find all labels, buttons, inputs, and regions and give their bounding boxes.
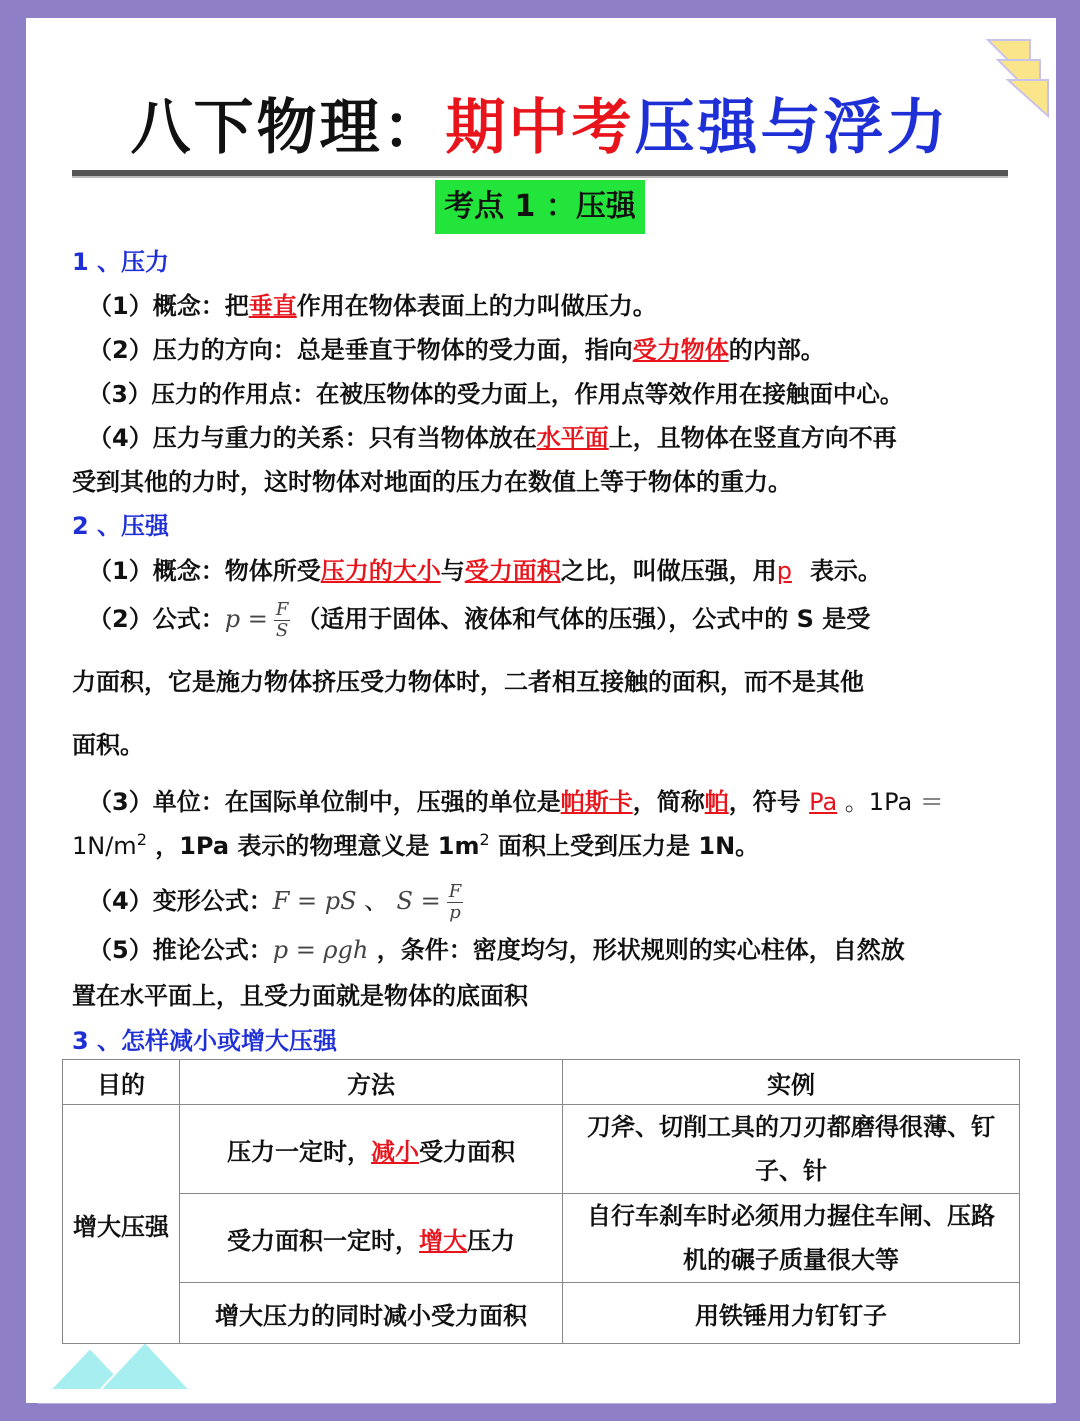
text: ，简称 <box>632 788 705 816</box>
s2-line-8 <box>88 934 905 966</box>
pressure-methods-table <box>62 1059 1020 1344</box>
text: 刀斧、切削工具的刀刃都磨得很薄、钉 <box>587 1113 995 1141</box>
key-term: 帕 <box>704 788 729 816</box>
text: 的内部。 <box>728 336 825 364</box>
key-term: 增大 <box>419 1226 467 1255</box>
cell-method <box>180 1194 563 1283</box>
key-term: 垂直 <box>248 292 297 320</box>
denominator: S <box>275 619 289 641</box>
text: （1）概念：把 <box>88 292 249 320</box>
fraction-f-over-p <box>447 882 464 923</box>
table-row <box>63 1283 1020 1344</box>
text: 面积上受到压力是 1N。 <box>489 832 760 860</box>
text: 表示。 <box>809 557 882 585</box>
text: 上，且物体在竖直方向不再 <box>608 424 897 452</box>
s2-line-3: 力面积，它是施力物体挤压受力物体时，二者相互接触的面积，而不是其他 <box>72 668 864 696</box>
text: 压力 <box>467 1226 515 1255</box>
key-term: 压力的大小 <box>320 557 441 585</box>
s1-line-5: 受到其他的力时，这时物体对地面的压力在数值上等于物体的重力。 <box>72 468 792 496</box>
table-header-row <box>63 1060 1020 1105</box>
superscript: 2 <box>136 830 147 849</box>
title-exam: 期中考 <box>445 93 635 163</box>
table-row <box>63 1105 1020 1194</box>
header-method: 方法 <box>180 1060 563 1105</box>
text: （4）压力与重力的关系：只有当物体放在 <box>88 424 537 452</box>
table-row <box>63 1194 1020 1283</box>
numerator: F <box>448 880 462 902</box>
cell-method <box>180 1105 563 1194</box>
text: 受力面积一定时， <box>227 1226 419 1255</box>
cell-purpose: 增大压强 <box>63 1105 180 1344</box>
text: 1N/m <box>72 832 137 860</box>
text: ，1Pa 表示的物理意义是 1m <box>146 832 480 860</box>
s1-line-1 <box>88 290 657 322</box>
cell-example <box>563 1194 1020 1283</box>
text: ，符号 <box>728 788 810 816</box>
separator: 、 <box>356 887 389 915</box>
text: 。1Pa ＝ <box>837 788 944 816</box>
key-term: 受力物体 <box>632 336 729 364</box>
formula-rho-g-h: p = ρgh <box>272 936 369 964</box>
text: 子、针 <box>755 1157 827 1185</box>
title-subject: 八下物理： <box>130 93 446 163</box>
s2-line-4: 面积。 <box>72 731 144 759</box>
formula-s: S = <box>396 887 441 915</box>
title-topic: 压强与浮力 <box>634 93 950 163</box>
s2-line-2 <box>88 596 870 642</box>
s1-line-3: （3）压力的作用点：在被压物体的受力面上，作用点等效作用在接触面中心。 <box>88 380 904 408</box>
text: ，条件：密度均匀，形状规则的实心柱体，自然放 <box>368 936 905 964</box>
section-badge: 考点 1 ：压强 <box>435 180 645 234</box>
s1-line-2 <box>88 334 825 366</box>
text: 自行车刹车时必须用力握住车闸、压路 <box>587 1202 995 1230</box>
denominator: p <box>449 901 461 923</box>
key-term: 减小 <box>371 1137 419 1166</box>
text: 受力面积 <box>419 1137 515 1166</box>
symbol-p: p <box>776 557 792 585</box>
s2-line-7 <box>88 876 469 926</box>
key-term: 受力面积 <box>464 557 561 585</box>
text: （1）概念：物体所受 <box>88 557 321 585</box>
text: （适用于固体、液体和气体的压强），公式中的 S 是受 <box>296 605 871 633</box>
formula-f: F = pS <box>272 887 357 915</box>
cell-example <box>563 1105 1020 1194</box>
s2-line-1 <box>88 555 882 587</box>
heading-change-pressure: 3 、怎样减小或增大压强 <box>72 1027 338 1055</box>
header-purpose: 目的 <box>63 1060 180 1105</box>
key-term: 水平面 <box>536 424 609 452</box>
text: （2）压力的方向：总是垂直于物体的受力面，指向 <box>88 336 633 364</box>
text: 机的碾子质量很大等 <box>683 1246 899 1274</box>
cell-method: 增大压力的同时减小受力面积 <box>180 1283 563 1344</box>
page-title <box>0 88 1080 168</box>
formula-p: p = <box>224 605 268 633</box>
superscript: 2 <box>479 830 490 849</box>
key-term: 帕斯卡 <box>560 788 633 816</box>
text: （4）变形公式： <box>88 887 273 915</box>
unit-symbol: Pa <box>809 788 838 816</box>
text: （3）单位：在国际单位制中，压强的单位是 <box>88 788 561 816</box>
s1-line-4 <box>88 422 897 454</box>
text: 压力一定时， <box>227 1137 371 1166</box>
s2-line-5 <box>88 786 944 818</box>
header-example: 实例 <box>563 1060 1020 1105</box>
fraction-f-over-s <box>274 600 291 641</box>
s2-line-6 <box>72 830 759 862</box>
text: （2）公式： <box>88 605 225 633</box>
text: 与 <box>440 557 465 585</box>
text: 作用在物体表面上的力叫做压力。 <box>296 292 657 320</box>
numerator: F <box>275 598 289 620</box>
heading-pressure-force: 1 、压力 <box>72 248 170 276</box>
text: 之比，叫做压强，用 <box>560 557 777 585</box>
heading-pressure: 2 、压强 <box>72 512 170 540</box>
s2-line-9: 置在水平面上，且受力面就是物体的底面积 <box>72 982 528 1010</box>
text: （5）推论公式： <box>88 936 273 964</box>
title-divider <box>72 170 1008 178</box>
cell-example: 用铁锤用力钉钉子 <box>563 1283 1020 1344</box>
